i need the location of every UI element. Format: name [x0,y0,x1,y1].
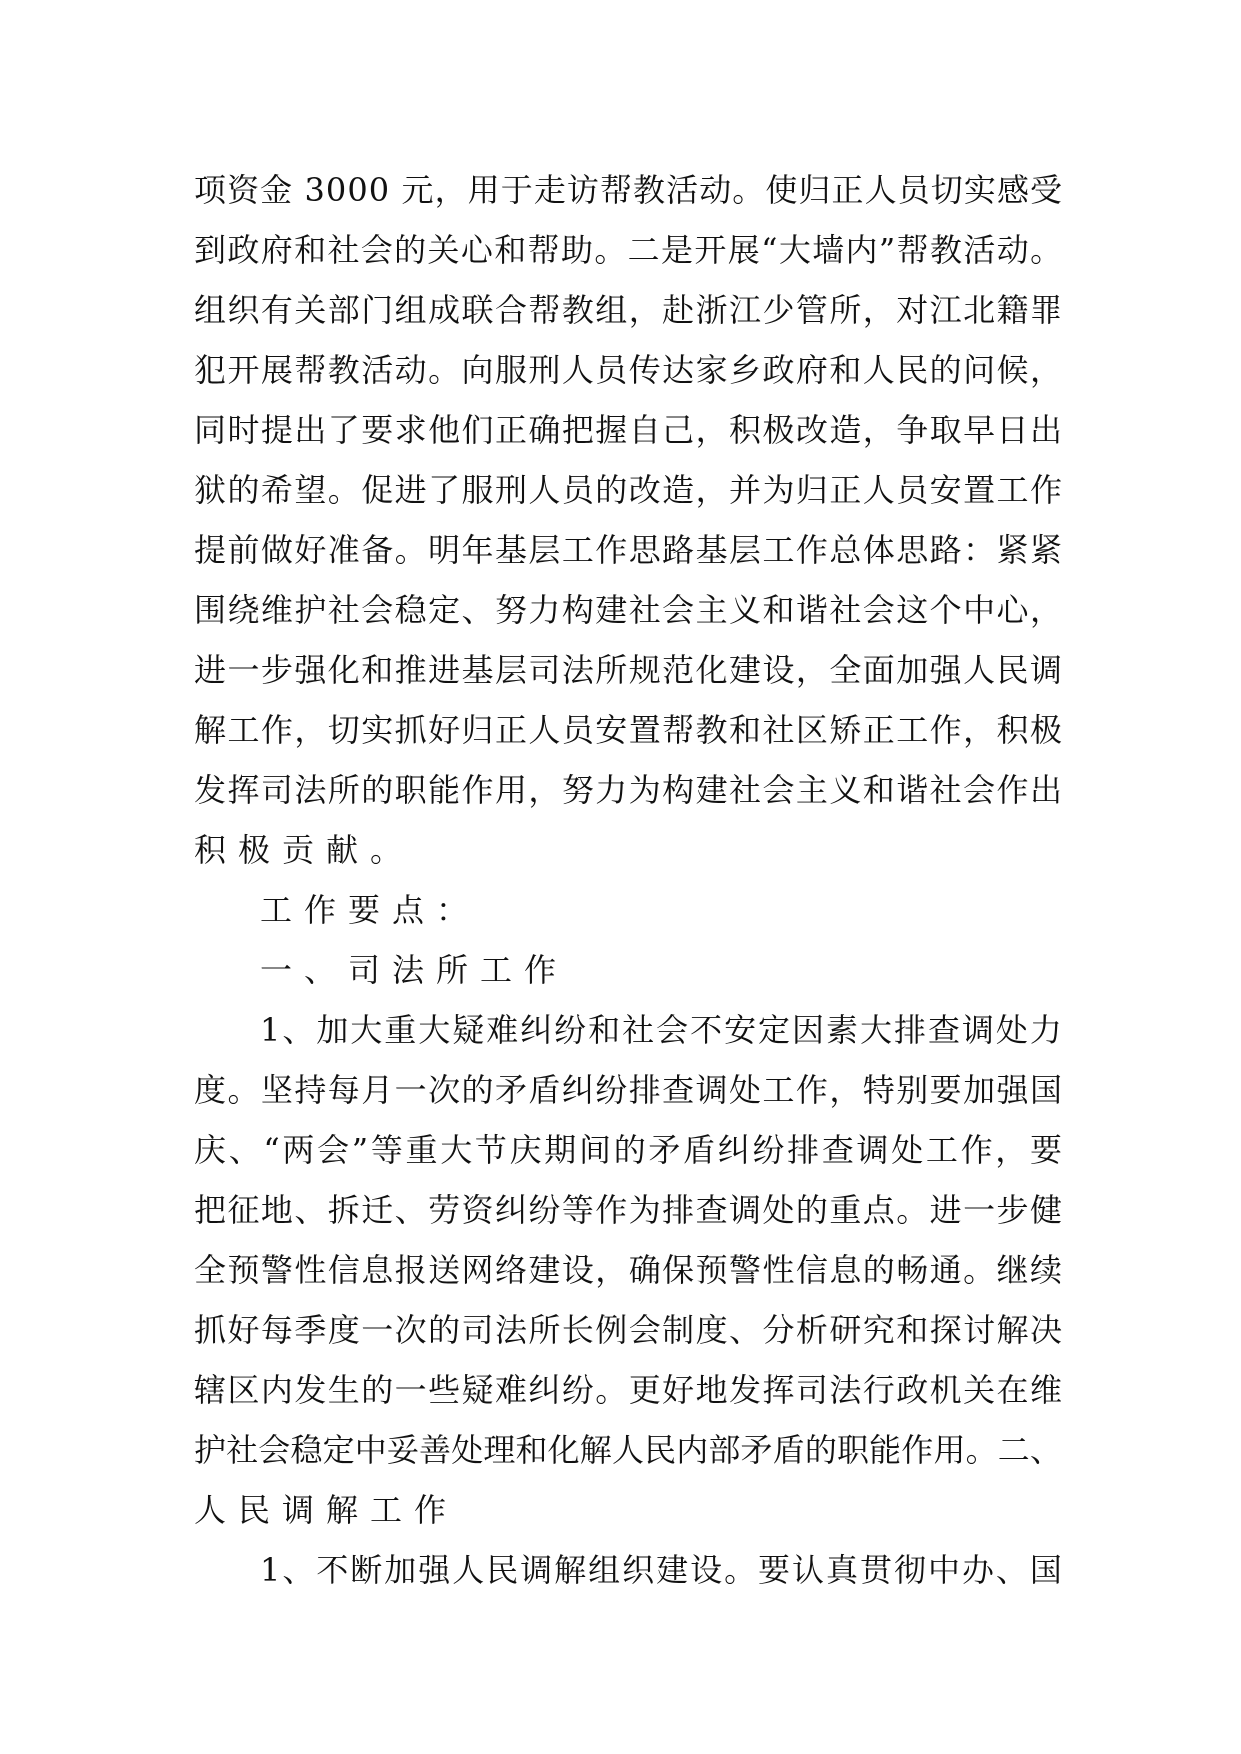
text-line: 辖区内发生的一些疑难纠纷。更好地发挥司法行政机关在维 [194,1371,1064,1409]
text-line: 抓好每季度一次的司法所长例会制度、分析研究和探讨解决 [194,1311,1064,1349]
text-line: 积极贡献。 [194,831,415,869]
text-line: 发挥司法所的职能作用，努力为构建社会主义和谐社会作出 [194,771,1064,809]
text-line: 进一步强化和推进基层司法所规范化建设，全面加强人民调 [194,651,1064,689]
text-line: 组织有关部门组成联合帮教组，赴浙江少管所，对江北籍罪 [194,291,1064,329]
text-line: 犯开展帮教活动。向服刑人员传达家乡政府和人民的问候， [194,351,1064,389]
text-line: 把征地、拆迁、劳资纠纷等作为排查调处的重点。进一步健 [194,1191,1064,1229]
text-line: 人民调解工作 [194,1491,459,1529]
text-line: 全预警性信息报送网络建设，确保预警性信息的畅通。继续 [194,1251,1064,1289]
text-line: 一、司法所工作 [260,951,569,989]
text-line: 项资金 3000 元，用于走访帮教活动。使归正人员切实感受 [194,171,1064,209]
text-line: 工作要点： [260,891,481,929]
text-line: 狱的希望。促进了服刑人员的改造，并为归正人员安置工作 [194,471,1064,509]
text-line: 到政府和社会的关心和帮助。二是开展“大墙内”帮教活动。 [194,231,1064,269]
text-line: 同时提出了要求他们正确把握自己，积极改造，争取早日出 [194,411,1064,449]
text-line: 1、加大重大疑难纠纷和社会不安定因素大排查调处力 [260,1011,1064,1049]
text-line: 围绕维护社会稳定、努力构建社会主义和谐社会这个中心， [194,591,1064,629]
text-line: 度。坚持每月一次的矛盾纠纷排查调处工作，特别要加强国 [194,1071,1064,1109]
document-page [194,160,1065,1600]
text-line: 庆、“两会”等重大节庆期间的矛盾纠纷排查调处工作，要 [194,1131,1065,1169]
text-line: 提前做好准备。明年基层工作思路基层工作总体思路：紧紧 [194,531,1064,569]
text-line: 护社会稳定中妥善处理和化解人民内部矛盾的职能作用。二、 [194,1431,1063,1469]
text-line: 1、不断加强人民调解组织建设。要认真贯彻中办、国 [260,1551,1064,1589]
text-line: 解工作，切实抓好归正人员安置帮教和社区矫正工作，积极 [194,711,1064,749]
